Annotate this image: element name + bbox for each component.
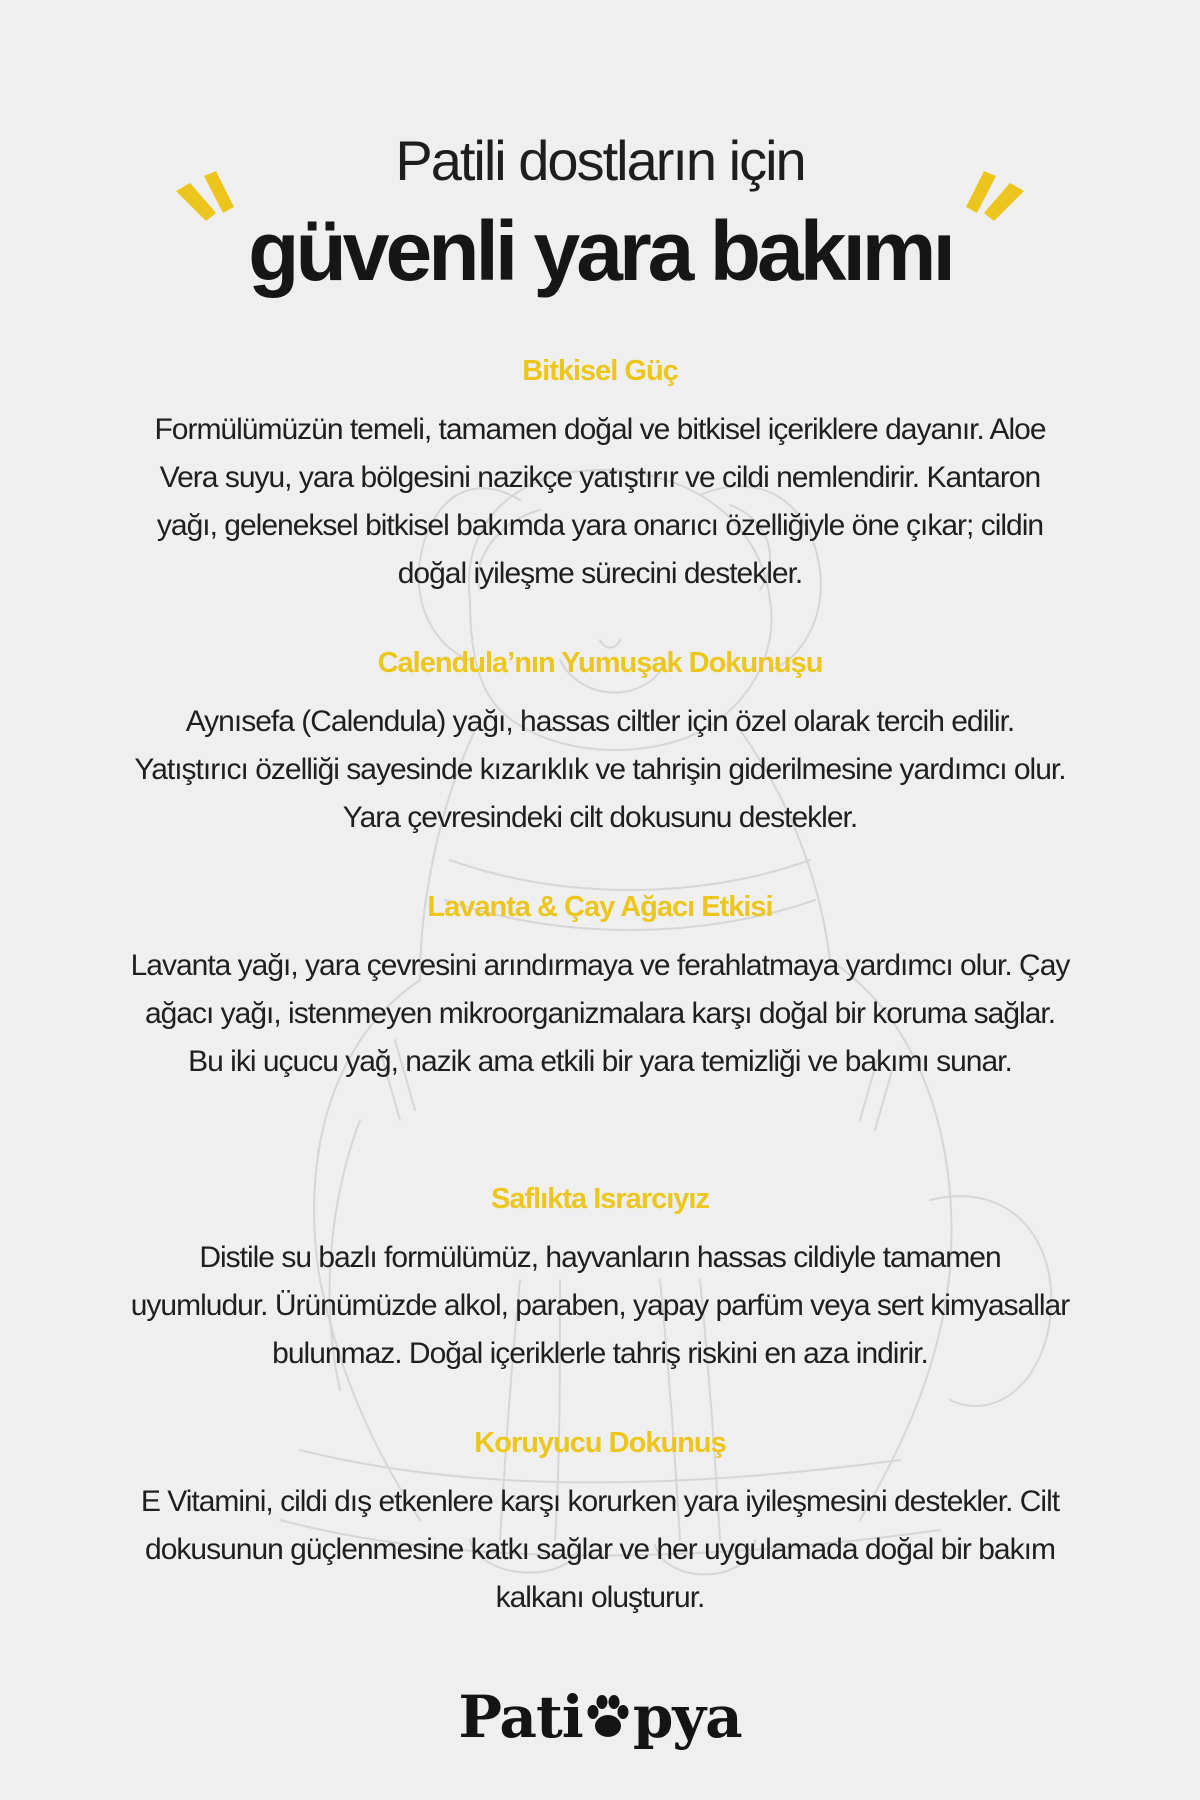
section-title: Koruyucu Dokunuş [474,1427,726,1459]
section-koruyucu [130,1422,1070,1622]
section-body: Distile su bazlı formülümüz, hayvanların hassas cildiyle tamamen uyumludur. Ürünümüzde alkol, paraben, yapay parfüm veya sert kimyasallar bulunmaz. Doğal içeriklerle tahriş riskini en aza indirir. [130,1241,1070,1370]
quote-accent-icon [176,171,246,241]
paw-icon [585,1692,631,1742]
headline [0,125,1200,299]
logo-text-start: Pati [458,1683,583,1751]
logo-text-end: pya [632,1683,742,1751]
section-calendula [130,642,1070,842]
headline-title: güvenli yara bakımı [248,204,952,298]
section-body: E Vitamini, cildi dış etkenlere karşı korurken yara iyileşmesini destekler. Cilt dokusunun güçlenmesine katkı sağlar ve her uygulamada doğal bir bakım kalkanı oluşturur. [140,1485,1060,1614]
section-title: Bitkisel Güç [522,355,678,387]
section-lavanta [130,886,1070,1086]
section-body: Formülümüzün temeli, tamamen doğal ve bitkisel içeriklere dayanır. Aloe Vera suyu, yara bölgesini nazikçe yatıştırır ve cildi nemlendirir. Kantaron yağı, geleneksel bitkisel bakımda yara onarıcı özelliğiyle öne çıkar; cildin doğal iyileşme sürecini destekler. [154,413,1046,590]
section-bitkisel-guc [130,350,1070,598]
brand-logo [0,1682,1200,1752]
headline-subtitle: Patili dostların için [395,129,805,192]
quote-accent-icon [954,171,1024,241]
section-saflik [130,1178,1070,1378]
section-title: Calendula’nın Yumuşak Dokunuşu [377,647,823,679]
section-title: Lavanta & Çay Ağacı Etkisi [427,891,773,923]
section-title: Saflıkta Israrcıyız [491,1183,709,1215]
headline-title-wrap [248,203,952,299]
section-body: Lavanta yağı, yara çevresini arındırmaya ve ferahlatmaya yardımcı olur. Çay ağacı yağı, istenmeyen mikroorganizmalara karşı doğal bir koruma sağlar. Bu iki uçucu yağ, nazik ama etkili bir yara temizliği ve bakımı sunar. [130,949,1070,1078]
section-body: Aynısefa (Calendula) yağı, hassas ciltler için özel olarak tercih edilir. Yatıştırıcı özelliği sayesinde kızarıklık ve tahrişin giderilmesine yardımcı olur. Yara çevresindeki cilt dokusunu destekler. [134,705,1066,834]
